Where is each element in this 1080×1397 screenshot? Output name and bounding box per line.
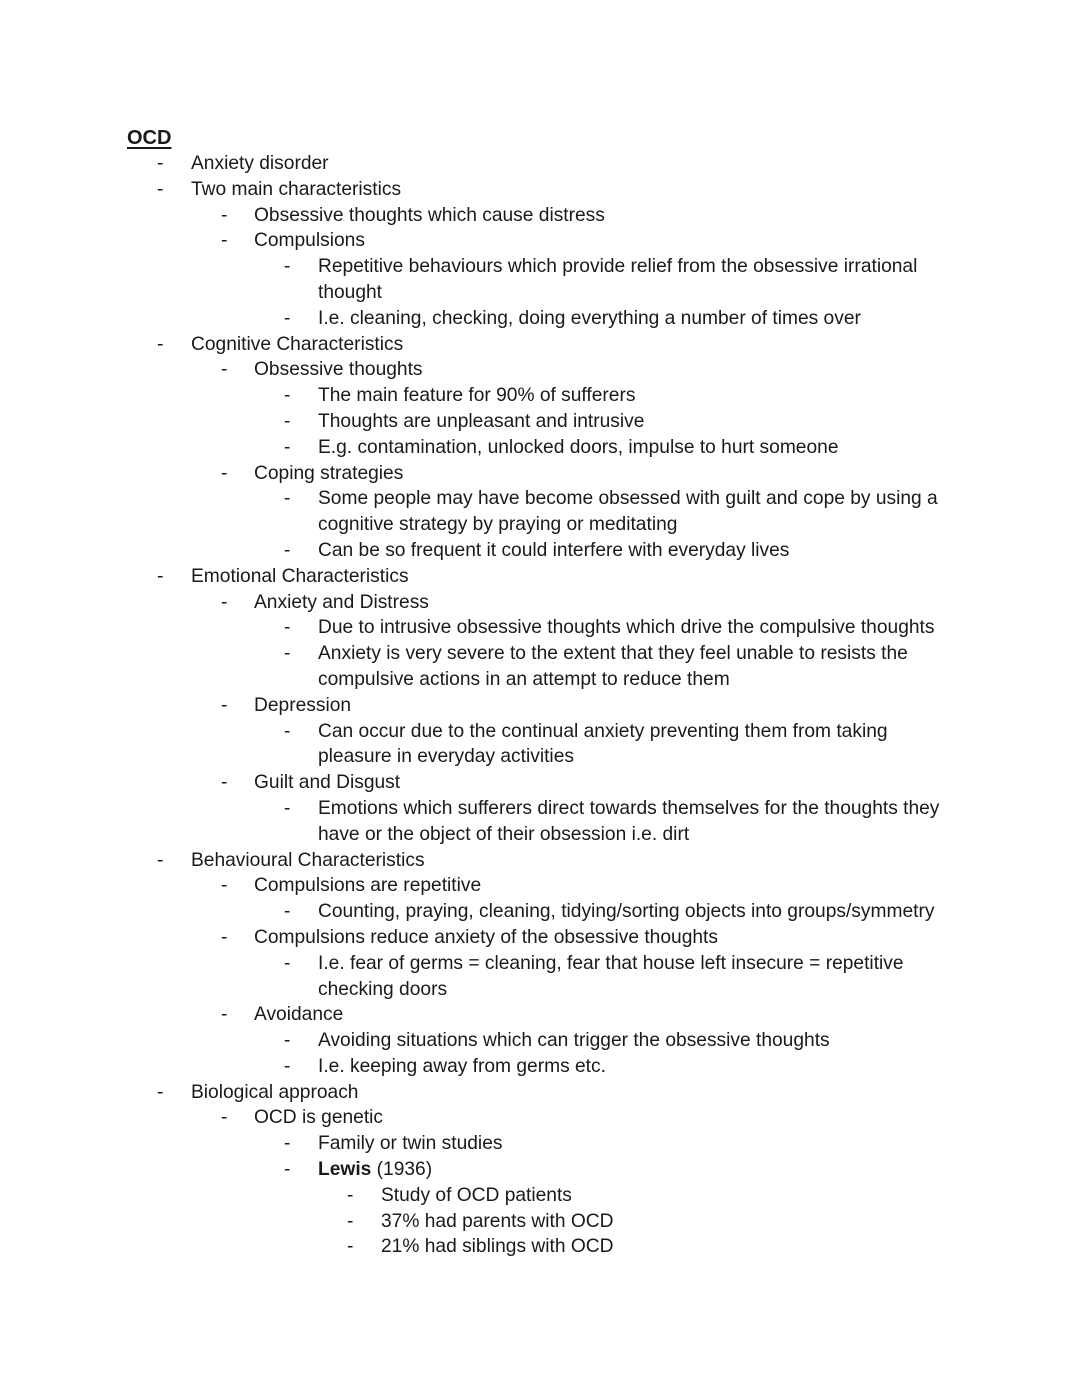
- bullet-text: Study of OCD patients: [381, 1184, 572, 1206]
- bullet-text: pleasure in everyday activities: [318, 746, 574, 768]
- bullet-text: have or the object of their obsession i.e. dirt: [318, 823, 690, 845]
- bullet-dash-icon: -: [284, 410, 291, 432]
- bullet-text: E.g. contamination, unlocked doors, impulse to hurt someone: [318, 436, 839, 458]
- bullet-item: [0, 564, 1080, 590]
- bullet-text: Biological approach: [191, 1081, 359, 1103]
- bullet-dash-icon: -: [221, 462, 228, 484]
- bullet-item: [0, 177, 1080, 203]
- bullet-dash-icon: -: [347, 1236, 354, 1258]
- bullet-item: [0, 357, 1080, 383]
- bullet-text: 21% had siblings with OCD: [381, 1236, 614, 1258]
- bullet-item: [0, 1209, 1080, 1235]
- bullet-dash-icon: -: [157, 849, 164, 871]
- bullet-item: [0, 796, 1080, 822]
- bullet-dash-icon: -: [347, 1184, 354, 1206]
- bullet-text: thought: [318, 281, 383, 303]
- bullet-item: [0, 203, 1080, 229]
- bullet-text: Counting, praying, cleaning, tidying/sorting objects into groups/symmetry: [318, 901, 935, 923]
- bullet-text: Compulsions: [254, 230, 365, 252]
- page-title: OCD: [127, 127, 172, 149]
- bullet-dash-icon: -: [284, 1133, 291, 1155]
- bullet-text: Guilt and Disgust: [254, 772, 401, 794]
- bullet-continuation: [0, 744, 1080, 770]
- bullet-dash-icon: -: [284, 1055, 291, 1077]
- bullet-item: [0, 590, 1080, 616]
- bullet-text: OCD is genetic: [254, 1107, 384, 1129]
- bullet-item: [0, 228, 1080, 254]
- bullet-dash-icon: -: [221, 1004, 228, 1026]
- bullet-text: Behavioural Characteristics: [191, 849, 425, 871]
- bullet-dash-icon: -: [284, 539, 291, 561]
- bullet-item: [0, 1002, 1080, 1028]
- bullet-item: [0, 770, 1080, 796]
- bullet-text: Obsessive thoughts: [254, 359, 423, 381]
- bullet-item: [0, 1157, 1080, 1183]
- bullet-text: Can occur due to the continual anxiety preventing them from taking: [318, 720, 888, 742]
- bullet-continuation: [0, 512, 1080, 538]
- bullet-item: [0, 1080, 1080, 1106]
- bullet-item: [0, 486, 1080, 512]
- bullet-item: [0, 848, 1080, 874]
- bullet-item: [0, 254, 1080, 280]
- bullet-continuation: [0, 280, 1080, 306]
- bullet-dash-icon: -: [284, 1030, 291, 1052]
- bullet-text: I.e. cleaning, checking, doing everything a number of times over: [318, 307, 861, 329]
- bullet-dash-icon: -: [284, 901, 291, 923]
- bullet-text: Compulsions are repetitive: [254, 875, 482, 897]
- bullet-text: compulsive actions in an attempt to reduce them: [318, 668, 730, 690]
- bullet-item: [0, 409, 1080, 435]
- bullet-dash-icon: -: [284, 617, 291, 639]
- bullet-continuation: [0, 977, 1080, 1003]
- bullet-dash-icon: -: [284, 720, 291, 742]
- bullet-dash-icon: -: [157, 178, 164, 200]
- bullet-dash-icon: -: [221, 204, 228, 226]
- bullet-text: Anxiety is very severe to the extent that they feel unable to resists the: [318, 643, 908, 665]
- bullet-dash-icon: -: [284, 1159, 291, 1181]
- bullet-dash-icon: -: [157, 153, 164, 174]
- bullet-text: Depression: [254, 694, 352, 716]
- bullet-item: [0, 951, 1080, 977]
- bullet-dash-icon: -: [221, 772, 228, 794]
- bullet-dash-icon: -: [221, 875, 228, 897]
- bullet-dash-icon: -: [157, 1081, 164, 1103]
- bullet-item: [0, 925, 1080, 951]
- bullet-text-rest: (1936): [371, 1159, 433, 1181]
- bullet-text: Due to intrusive obsessive thoughts which drive the compulsive thoughts: [318, 617, 935, 639]
- bullet-text: Compulsions reduce anxiety of the obsessive thoughts: [254, 926, 718, 948]
- bullet-item: [0, 1131, 1080, 1157]
- bullet-item: [0, 383, 1080, 409]
- bullet-text: Emotions which sufferers direct towards themselves for the thoughts they: [318, 797, 940, 819]
- bullet-item: [0, 1028, 1080, 1054]
- bullet-dash-icon: -: [284, 797, 291, 819]
- bullet-item: [0, 693, 1080, 719]
- bullet-item: [0, 899, 1080, 925]
- bullet-item: [0, 719, 1080, 745]
- bullet-dash-icon: -: [221, 694, 228, 716]
- bullet-text: 37% had parents with OCD: [381, 1210, 614, 1232]
- bullet-dash-icon: -: [284, 488, 291, 510]
- bullet-dash-icon: -: [221, 1107, 228, 1129]
- bullet-text: Two main characteristics: [191, 178, 402, 200]
- bullet-item: [0, 538, 1080, 564]
- bullet-text: Anxiety and Distress: [254, 591, 429, 613]
- bullet-continuation: [0, 667, 1080, 693]
- bold-author: Lewis: [318, 1159, 372, 1181]
- bullet-text: [318, 1157, 432, 1183]
- bullet-dash-icon: -: [284, 307, 291, 329]
- bullet-dash-icon: -: [284, 952, 291, 974]
- bullet-text: Coping strategies: [254, 462, 404, 484]
- bullet-text: Cognitive Characteristics: [191, 333, 404, 355]
- bullet-text: Obsessive thoughts which cause distress: [254, 204, 605, 226]
- bullet-text: cognitive strategy by praying or meditating: [318, 514, 678, 536]
- bullet-continuation: [0, 822, 1080, 848]
- bullet-item: [0, 1234, 1080, 1260]
- bullet-text: Thoughts are unpleasant and intrusive: [318, 410, 645, 432]
- bullet-item: [0, 1183, 1080, 1209]
- bullet-dash-icon: -: [284, 385, 291, 407]
- bullet-dash-icon: -: [157, 333, 164, 355]
- bullet-text: Some people may have become obsessed with guilt and cope by using a: [318, 488, 938, 510]
- bullet-item: [0, 1105, 1080, 1131]
- bullet-text: Can be so frequent it could interfere with everyday lives: [318, 539, 790, 561]
- bullet-item: [0, 435, 1080, 461]
- bullet-dash-icon: -: [284, 643, 291, 665]
- bullet-text: Anxiety disorder: [191, 153, 329, 174]
- bullet-text: checking doors: [318, 978, 448, 1000]
- bullet-text: Avoiding situations which can trigger the obsessive thoughts: [318, 1030, 830, 1052]
- bullet-dash-icon: -: [221, 591, 228, 613]
- bullet-item: [0, 332, 1080, 358]
- bullet-dash-icon: -: [284, 436, 291, 458]
- bullet-text: I.e. fear of germs = cleaning, fear that house left insecure = repetitive: [318, 952, 904, 974]
- bullet-text: The main feature for 90% of sufferers: [318, 385, 636, 407]
- bullet-item: [0, 306, 1080, 332]
- bullet-text: Family or twin studies: [318, 1133, 503, 1155]
- bullet-text: Emotional Characteristics: [191, 565, 409, 587]
- bullet-item: [0, 641, 1080, 667]
- bullet-dash-icon: -: [221, 926, 228, 948]
- bullet-dash-icon: -: [284, 256, 291, 278]
- bullet-item: [0, 615, 1080, 641]
- bullet-dash-icon: -: [221, 230, 228, 252]
- bullet-outline: [0, 151, 1080, 1260]
- bullet-text: Repetitive behaviours which provide relief from the obsessive irrational: [318, 256, 918, 278]
- bullet-text: I.e. keeping away from germs etc.: [318, 1055, 606, 1077]
- bullet-dash-icon: -: [347, 1210, 354, 1232]
- bullet-item: [0, 873, 1080, 899]
- bullet-item: [0, 461, 1080, 487]
- bullet-item: [0, 151, 1080, 177]
- bullet-dash-icon: -: [221, 359, 228, 381]
- bullet-text: Avoidance: [254, 1004, 344, 1026]
- bullet-item: [0, 1054, 1080, 1080]
- bullet-dash-icon: -: [157, 565, 164, 587]
